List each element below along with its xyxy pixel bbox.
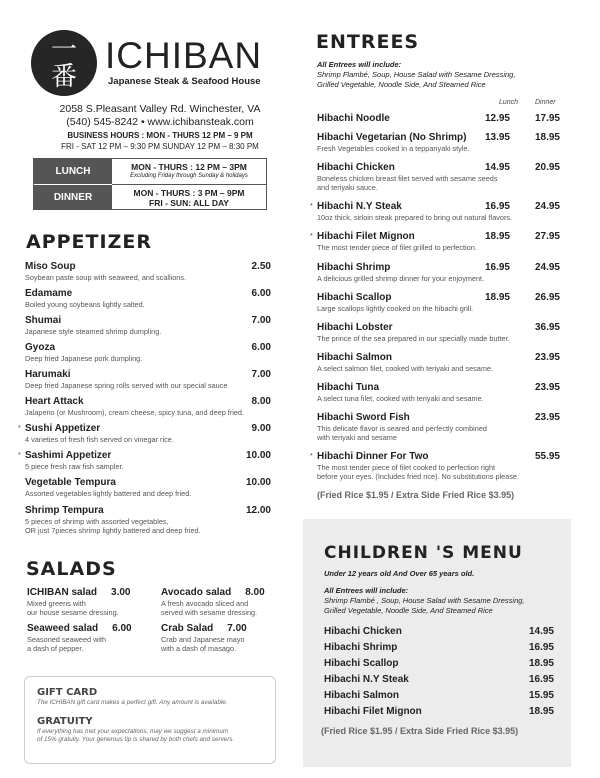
item-description: 5 piece fresh raw fish sampler. xyxy=(25,462,124,471)
item-description: The most tender piece of filet cooked to perfection right xyxy=(317,463,496,472)
menu-item xyxy=(317,162,560,192)
address: 2058 S.Pleasant Valley Rd. Winchester, VA xyxy=(59,103,261,115)
childrens-menu-subtitle: Under 12 years old And Over 65 years old. xyxy=(324,569,475,578)
item-name: Crab Salad xyxy=(161,623,214,634)
item-price: 10.00 xyxy=(245,450,271,461)
menu-item xyxy=(27,587,147,617)
dinner-hours-weekend: FRI - SUN: ALL DAY xyxy=(149,198,229,208)
menu-item xyxy=(317,382,560,403)
item-description: Deep fried Japanese pork dumpling. xyxy=(25,354,143,363)
dinner-column-header: Dinner xyxy=(535,99,556,106)
dinner-price: 27.95 xyxy=(534,231,560,242)
entrees-include-label: All Entrees will include: xyxy=(317,60,402,69)
hours-divider xyxy=(112,184,266,185)
entrees-include-text: Grilled Vegetable, Noodle Side, And Steamed Rice xyxy=(317,80,486,89)
item-name: Hibachi Filet Mignon xyxy=(324,706,422,717)
dinner-price: 18.95 xyxy=(534,132,560,143)
item-name: Gyoza xyxy=(25,342,56,353)
item-name: Hibachi Shrimp xyxy=(317,262,391,273)
item-description: A select tuna filet, cooked with teriyaki and sesame. xyxy=(317,394,484,403)
lunch-price: 16.95 xyxy=(484,262,510,273)
menu-item xyxy=(25,288,271,309)
gift-card-title: GIFT CARD xyxy=(37,687,98,698)
item-name: Vegetable Tempura xyxy=(25,477,116,488)
item-name: Shrimp Tempura xyxy=(25,505,104,516)
item-description: The most tender piece of filet grilled to perfection. xyxy=(317,243,477,252)
menu-item xyxy=(317,322,560,343)
lunch-price: 18.95 xyxy=(484,292,510,303)
star-icon: * xyxy=(310,233,313,240)
item-description: Seasoned seaweed with xyxy=(27,635,107,644)
menu-item xyxy=(310,231,560,252)
appetizer-title: APPETIZER xyxy=(26,231,152,253)
item-price: 6.00 xyxy=(251,288,271,299)
item-description: A fresh avocado sliced and xyxy=(161,599,249,608)
star-icon: * xyxy=(310,453,313,460)
item-price: 6.00 xyxy=(112,623,132,634)
entrees-include-text: Shrimp Flambé, Soup, House Salad with Sesame Dressing, xyxy=(317,70,516,79)
item-description: and teriyaki sauce. xyxy=(317,183,378,192)
item-description: served with sesame dressing. xyxy=(161,608,258,617)
menu-item xyxy=(25,315,271,336)
dinner-price: 17.95 xyxy=(534,113,560,124)
item-description: The prince of the sea prepared in our specially made butter. xyxy=(317,334,510,343)
item-name: Hibachi Noodle xyxy=(317,113,390,124)
item-description: Boneless chicken breast filet served with sesame seeds xyxy=(317,174,498,183)
lunch-price: 16.95 xyxy=(484,201,510,212)
item-name: Hibachi Chicken xyxy=(324,626,402,637)
gratuity-title: GRATUITY xyxy=(37,716,93,727)
item-name: Hibachi Chicken xyxy=(317,162,395,173)
item-description: Boiled young soybeans lightly salted. xyxy=(25,300,145,309)
item-price: 9.00 xyxy=(251,423,271,434)
dinner-price: 26.95 xyxy=(534,292,560,303)
item-description: a dash of pepper. xyxy=(27,644,84,653)
gratuity-text: If everything has met your expectations, may we suggest a minimum xyxy=(37,728,229,735)
menu-item xyxy=(18,423,271,444)
dinner-price: 24.95 xyxy=(534,262,560,273)
dinner-price: 23.95 xyxy=(534,382,560,393)
item-price: 18.95 xyxy=(528,658,554,669)
kids-menu-item xyxy=(324,658,554,670)
menu-item xyxy=(317,292,560,313)
item-price: 7.00 xyxy=(227,623,247,634)
menu-item xyxy=(310,451,560,481)
item-name: Edamame xyxy=(25,288,73,299)
phone-website: (540) 545-8242 • www.ichibansteak.com xyxy=(66,116,254,128)
item-price: 12.00 xyxy=(245,505,271,516)
star-icon: * xyxy=(18,425,21,432)
item-description: Crab and Japanese mayo xyxy=(161,635,245,644)
item-description: before your eyes. (Includes fried rice). No substitutions please. xyxy=(317,472,519,481)
dinner-price: 24.95 xyxy=(534,201,560,212)
item-description: Assorted vegetables lightly battered and deep fried. xyxy=(25,489,192,498)
item-name: Hibachi Salmon xyxy=(317,352,393,363)
item-price: 8.00 xyxy=(245,587,265,598)
menu-item xyxy=(25,477,271,498)
item-name: ICHIBAN salad xyxy=(27,587,98,598)
item-name: Hibachi N.Y Steak xyxy=(324,674,409,685)
item-name: Seaweed salad xyxy=(27,623,99,634)
gratuity-text: of 15% gratuity. Your generous tip is shared by both chefs and servers. xyxy=(37,736,235,743)
item-description: with teriyaki and sesame xyxy=(317,433,397,442)
item-name: Shumai xyxy=(25,315,62,326)
item-name: Hibachi Vegetarian (No Shrimp) xyxy=(317,132,467,143)
item-description: Japanese style steamed shrimp dumpling. xyxy=(25,327,162,336)
dinner-label: DINNER xyxy=(34,185,112,210)
item-price: 8.00 xyxy=(251,396,271,407)
menu-item xyxy=(25,396,271,417)
lunch-label: LUNCH xyxy=(34,159,112,184)
item-price: 2.50 xyxy=(251,261,271,272)
salads-title: SALADS xyxy=(26,558,117,580)
menu-item xyxy=(161,587,281,617)
star-icon: * xyxy=(310,203,313,210)
item-price: 6.00 xyxy=(251,342,271,353)
meal-hours-box xyxy=(33,158,267,210)
menu-item xyxy=(25,505,271,535)
item-description: Fresh Vegetables cooked in a teppanyaki style. xyxy=(317,144,470,153)
childrens-menu-title: CHILDREN 'S MENU xyxy=(324,543,523,563)
childrens-include-text: Grilled Vegetable, Noodle Side, And Steamed Rice xyxy=(324,606,493,615)
item-price: 3.00 xyxy=(111,587,131,598)
menu-item xyxy=(317,352,560,373)
item-description: 4 varieties of fresh fish served on vinegar rice. xyxy=(25,435,174,444)
item-name: Hibachi Tuna xyxy=(317,382,380,393)
item-description: Jalapeno (or Mushroom), cream cheese, spicy tuna, and deep fried. xyxy=(25,408,245,417)
entrees-title: ENTREES xyxy=(316,31,420,53)
item-description: OR just 7pieces shrimp lightly battered and deep fried. xyxy=(25,526,201,535)
gift-card-box xyxy=(24,676,276,764)
item-price: 7.00 xyxy=(251,369,271,380)
item-name: Sushi Appetizer xyxy=(25,423,101,434)
lunch-price: 12.95 xyxy=(484,113,510,124)
item-price: 18.95 xyxy=(528,706,554,717)
kids-menu-item xyxy=(324,626,554,638)
item-name: Sashimi Appetizer xyxy=(25,450,112,461)
menu-item xyxy=(317,262,560,283)
childrens-include-label: All Entrees will include: xyxy=(324,586,409,595)
dinner-price: 23.95 xyxy=(534,352,560,363)
dinner-price: 55.95 xyxy=(534,451,560,462)
kids-menu-item xyxy=(324,706,554,718)
dinner-price: 23.95 xyxy=(534,412,560,423)
item-name: Hibachi Salmon xyxy=(324,690,400,701)
item-description: Soybean paste soup with seaweed, and scallions. xyxy=(25,273,187,282)
kids-fried-rice-note: (Fried Rice $1.95 / Extra Side Fried Rice $3.95) xyxy=(321,726,519,736)
item-name: Hibachi Scallop xyxy=(317,292,392,303)
item-description: Large scallops lightly cooked on the hibachi grill. xyxy=(317,304,474,313)
item-price: 16.95 xyxy=(528,642,554,653)
item-description: 5 pieces of shrimp with assorted vegetables, xyxy=(25,517,169,526)
dinner-hours xyxy=(112,188,266,208)
menu-item xyxy=(25,261,271,282)
menu-item xyxy=(25,342,271,363)
item-price: 15.95 xyxy=(528,690,554,701)
item-price: 16.95 xyxy=(528,674,554,685)
item-description: our house sesame dressing. xyxy=(27,608,119,617)
menu-item xyxy=(317,412,560,442)
item-price: 10.00 xyxy=(245,477,271,488)
item-name: Heart Attack xyxy=(25,396,84,407)
item-price: 14.95 xyxy=(528,626,554,637)
childrens-menu-panel xyxy=(303,519,571,767)
item-name: Hibachi Sword Fish xyxy=(317,412,410,423)
business-hours: BUSINESS HOURS : MON - THURS 12 PM – 9 PM xyxy=(67,131,253,140)
lunch-hours-text: MON - THURS : 12 PM – 3PM xyxy=(131,162,247,172)
brand-tagline: Japanese Steak & Seafood House xyxy=(108,76,261,87)
item-description: A select salmon filet, cooked with teriyaki and sesame. xyxy=(317,364,494,373)
menu-item xyxy=(317,113,560,125)
menu-item xyxy=(27,623,147,653)
lunch-price: 14.95 xyxy=(484,162,510,173)
dinner-price: 36.95 xyxy=(534,322,560,333)
item-description: with a dash of masago. xyxy=(161,644,237,653)
lunch-price: 18.95 xyxy=(484,231,510,242)
item-price: 7.00 xyxy=(251,315,271,326)
business-hours-weekend: FRI - SAT 12 PM – 9:30 PM SUNDAY 12 PM – 8:30 PM xyxy=(61,142,259,151)
fried-rice-note: (Fried Rice $1.95 / Extra Side Fried Rice $3.95) xyxy=(317,490,515,500)
childrens-include-text: Shrimp Flambé , Soup, House Salad with Sesame Dressing, xyxy=(324,596,525,605)
dinner-price: 20.95 xyxy=(534,162,560,173)
kids-menu-item xyxy=(324,674,554,686)
lunch-price: 13.95 xyxy=(484,132,510,143)
gift-card-text: The ICHIBAN gift card makes a perfect gift. Any amount is available. xyxy=(37,699,228,706)
menu-item xyxy=(317,132,560,153)
item-name: Harumaki xyxy=(25,369,71,380)
item-name: Hibachi Shrimp xyxy=(324,642,398,653)
item-description: Mixed greens with xyxy=(27,599,86,608)
item-name: Avocado salad xyxy=(161,587,232,598)
lunch-hours xyxy=(112,162,266,180)
kids-menu-item xyxy=(324,690,554,702)
menu-item xyxy=(25,369,271,390)
item-description: A delicious grilled shrimp dinner for your enjoyment. xyxy=(317,274,485,283)
item-description: This delicate flavor is seared and perfectly combined xyxy=(317,424,487,433)
item-name: Hibachi Scallop xyxy=(324,658,399,669)
menu-item xyxy=(310,201,560,222)
lunch-column-header: Lunch xyxy=(499,99,519,106)
brand-name: ICHIBAN xyxy=(105,35,263,76)
logo-emblem: 一 番 xyxy=(31,30,97,96)
item-name: Hibachi Filet Mignon xyxy=(317,231,415,242)
item-description: Deep fried Japanese spring rolls served with our special sauce xyxy=(25,381,228,390)
kids-menu-item xyxy=(324,642,554,654)
item-name: Miso Soup xyxy=(25,261,76,272)
item-name: Hibachi N.Y Steak xyxy=(317,201,402,212)
menu-item xyxy=(161,623,281,653)
item-description: 10oz thick, sirloin steak prepared to bring out natural flavors. xyxy=(317,213,513,222)
dinner-hours-weekday: MON - THURS : 3 PM – 9PM xyxy=(133,188,245,198)
item-name: Hibachi Dinner For Two xyxy=(317,451,429,462)
item-name: Hibachi Lobster xyxy=(317,322,393,333)
star-icon: * xyxy=(18,452,21,459)
menu-item xyxy=(18,450,271,471)
lunch-hours-note: Excluding Friday through Sunday & holidays xyxy=(130,173,248,179)
